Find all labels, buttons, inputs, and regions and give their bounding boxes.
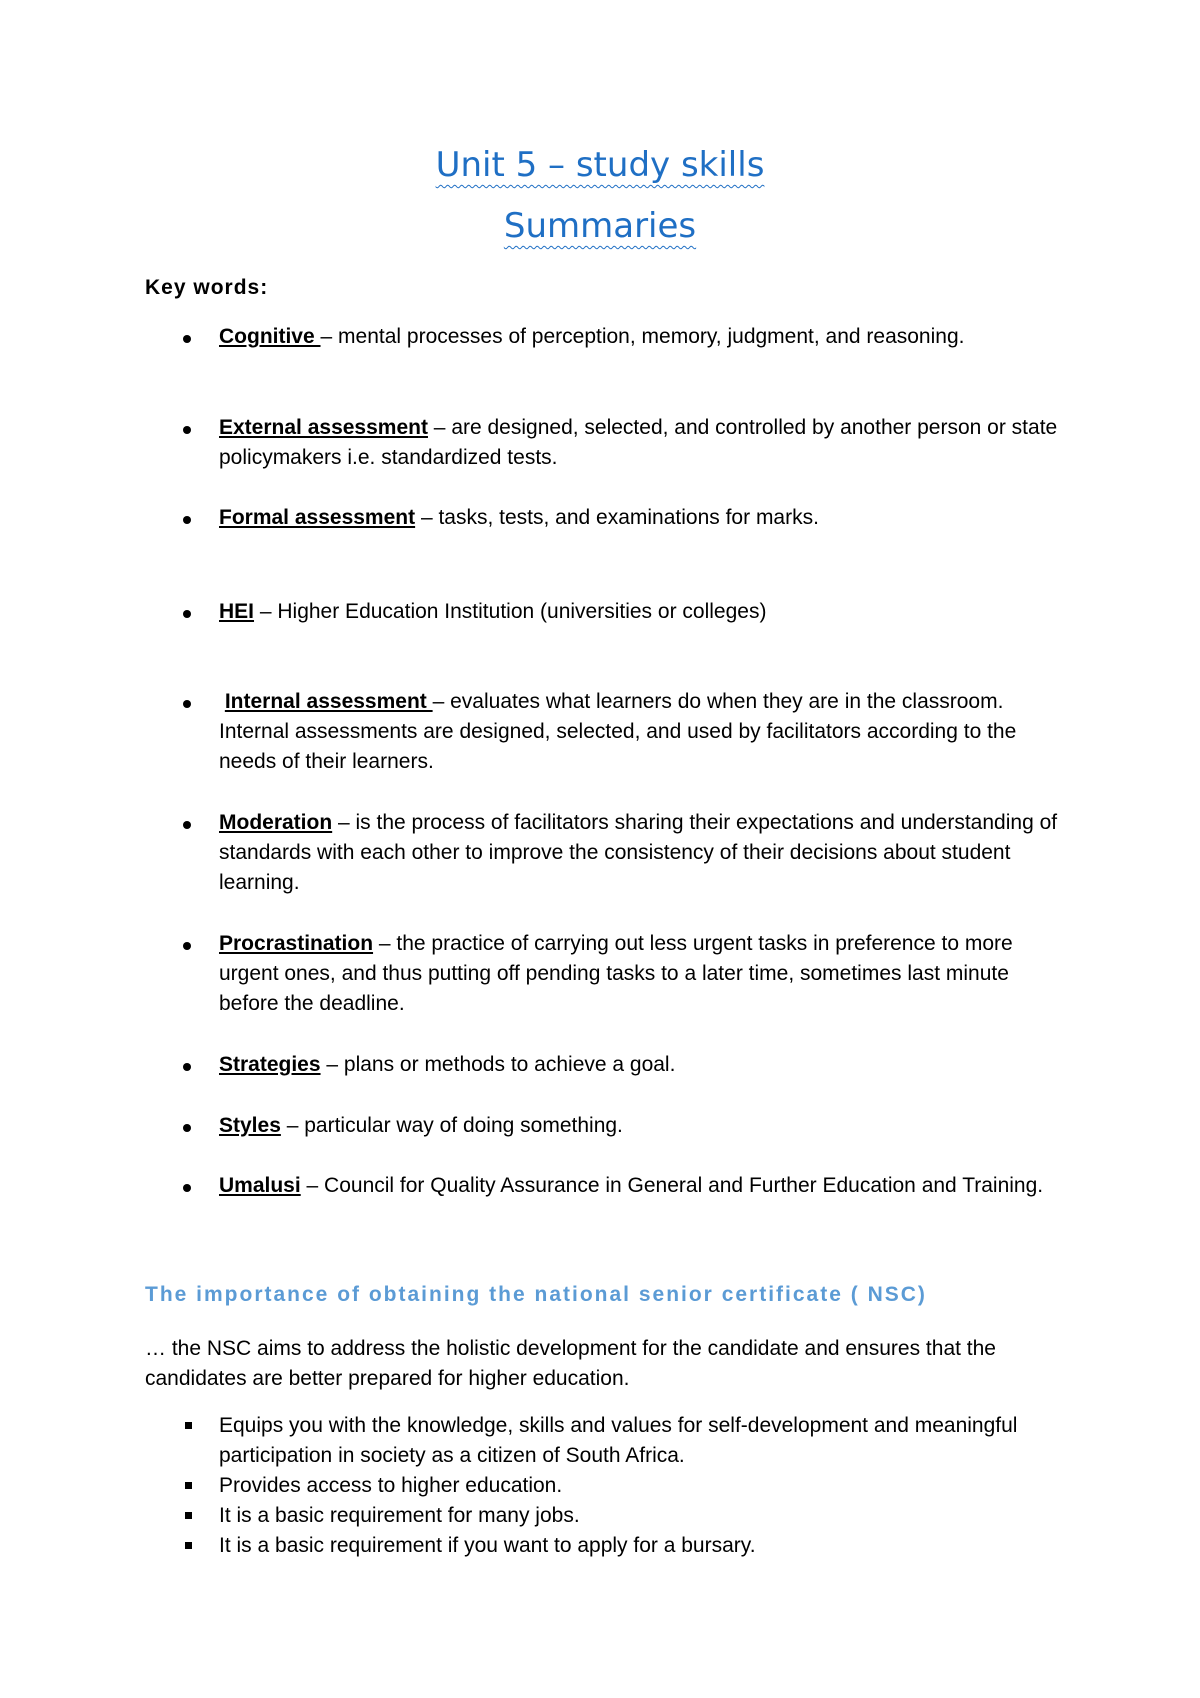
bullet-icon bbox=[183, 426, 191, 434]
term: Umalusi bbox=[219, 1174, 301, 1197]
term: HEI bbox=[219, 600, 255, 623]
bullet-icon bbox=[183, 1184, 191, 1192]
definition: – particular way of doing something. bbox=[280, 1114, 623, 1137]
definition: – plans or methods to achieve a goal. bbox=[320, 1053, 676, 1076]
definition: – is the process of facilitators sharing their expectations and understanding of standards with each other to improve the consistency of their decisions about student learning. bbox=[219, 811, 1058, 894]
bullet-icon bbox=[183, 610, 191, 618]
term: Internal assessment bbox=[224, 690, 433, 713]
square-bullet-icon bbox=[185, 1542, 192, 1549]
nsc-point: Equips you with the knowledge, skills and values for self-development and meaningful participation in society as a citizen of South Africa. bbox=[219, 1414, 1018, 1467]
term: Formal assessment bbox=[219, 506, 416, 529]
term: Strategies bbox=[219, 1053, 321, 1076]
unit-title: Unit 5 – study skills bbox=[435, 145, 765, 185]
term: Styles bbox=[219, 1114, 281, 1137]
term: Cognitive bbox=[219, 325, 321, 348]
definition: – are designed, selected, and controlled by another person or state policymakers i.e. standardized tests. bbox=[219, 416, 1058, 469]
summaries-title: Summaries bbox=[503, 206, 697, 246]
nsc-point: Provides access to higher education. bbox=[219, 1474, 563, 1497]
term: Moderation bbox=[219, 811, 333, 834]
bullet-icon bbox=[183, 700, 191, 708]
bullet-icon bbox=[183, 821, 191, 829]
definition: – mental processes of perception, memory, judgment, and reasoning. bbox=[320, 325, 965, 348]
title-line-2 bbox=[0, 206, 1200, 246]
bullet-icon bbox=[183, 1063, 191, 1071]
square-bullet-icon bbox=[185, 1482, 192, 1489]
definition: – the practice of carrying out less urgent tasks in preference to more urgent ones, and thus putting off pending tasks to a later time, sometimes last minute before the deadline. bbox=[219, 932, 1013, 1015]
nsc-intro: … the NSC aims to address the holistic development for the candidate and ensures that the candidates are better prepared for higher education. bbox=[145, 1337, 996, 1390]
nsc-heading: The importance of obtaining the national senior certificate ( NSC) bbox=[145, 1283, 927, 1306]
bullet-icon bbox=[183, 1124, 191, 1132]
definition: – Higher Education Institution (universities or colleges) bbox=[254, 600, 767, 623]
definition: – Council for Quality Assurance in General and Further Education and Training. bbox=[300, 1174, 1044, 1197]
title-line-1 bbox=[0, 145, 1200, 185]
bullet-icon bbox=[183, 516, 191, 524]
nsc-point: It is a basic requirement if you want to apply for a bursary. bbox=[219, 1534, 756, 1557]
bullet-icon bbox=[183, 942, 191, 950]
key-words-heading: Key words: bbox=[145, 276, 269, 299]
definition: – evaluates what learners do when they are in the classroom. Internal assessments are designed, selected, and used by facilitators according to the needs of their learners. bbox=[219, 690, 1017, 773]
square-bullet-icon bbox=[185, 1422, 192, 1429]
nsc-point: It is a basic requirement for many jobs. bbox=[219, 1504, 580, 1527]
bullet-icon bbox=[183, 335, 191, 343]
definition: – tasks, tests, and examinations for marks. bbox=[415, 506, 819, 529]
term: Procrastination bbox=[219, 932, 374, 955]
square-bullet-icon bbox=[185, 1512, 192, 1519]
term: External assessment bbox=[219, 416, 428, 439]
